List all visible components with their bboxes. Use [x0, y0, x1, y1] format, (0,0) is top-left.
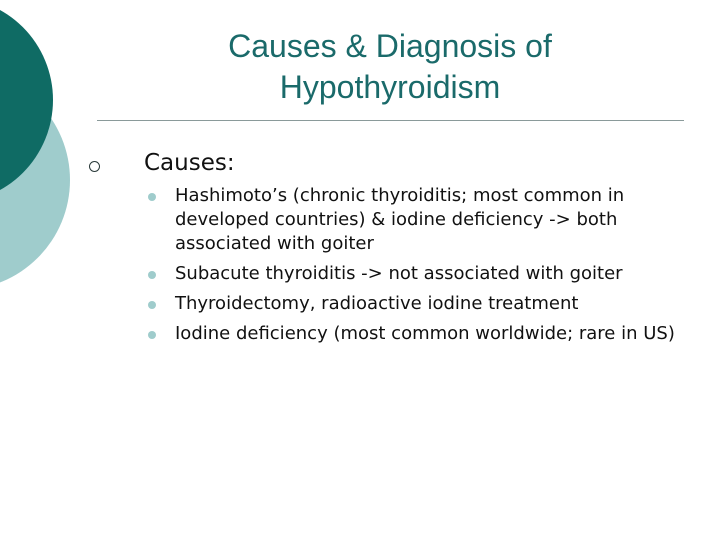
- sub-bullet-item: [148, 262, 688, 286]
- title-line-1: Causes & Diagnosis of: [228, 28, 552, 64]
- dot-bullet-icon: [148, 271, 156, 279]
- dot-bullet-icon: [148, 331, 156, 339]
- sub-bullet-text: Subacute thyroiditis -> not associated with goiter: [175, 263, 623, 284]
- dot-bullet-icon: [148, 193, 156, 201]
- bullet-text: Causes:: [144, 150, 235, 176]
- title-line-2: Hypothyroidism: [279, 69, 501, 105]
- sub-bullet-item: [148, 322, 688, 346]
- sub-bullet-item: [148, 292, 688, 316]
- sub-bullet-text: Hashimoto’s (chronic thyroiditis; most common in developed countries) & iodine deficiency -> both associated with goiter: [175, 185, 625, 254]
- decorative-circles: [0, 0, 120, 300]
- title-divider: [97, 120, 684, 121]
- sub-bullet-text: Iodine deficiency (most common worldwide; rare in US): [175, 323, 675, 344]
- dot-bullet-icon: [148, 301, 156, 309]
- hollow-circle-bullet-icon: [89, 161, 100, 172]
- sub-bullet-item: [148, 184, 688, 256]
- sub-bullet-list: [148, 184, 688, 352]
- sub-bullet-text: Thyroidectomy, radioactive iodine treatment: [175, 293, 579, 314]
- slide-title: [140, 26, 640, 108]
